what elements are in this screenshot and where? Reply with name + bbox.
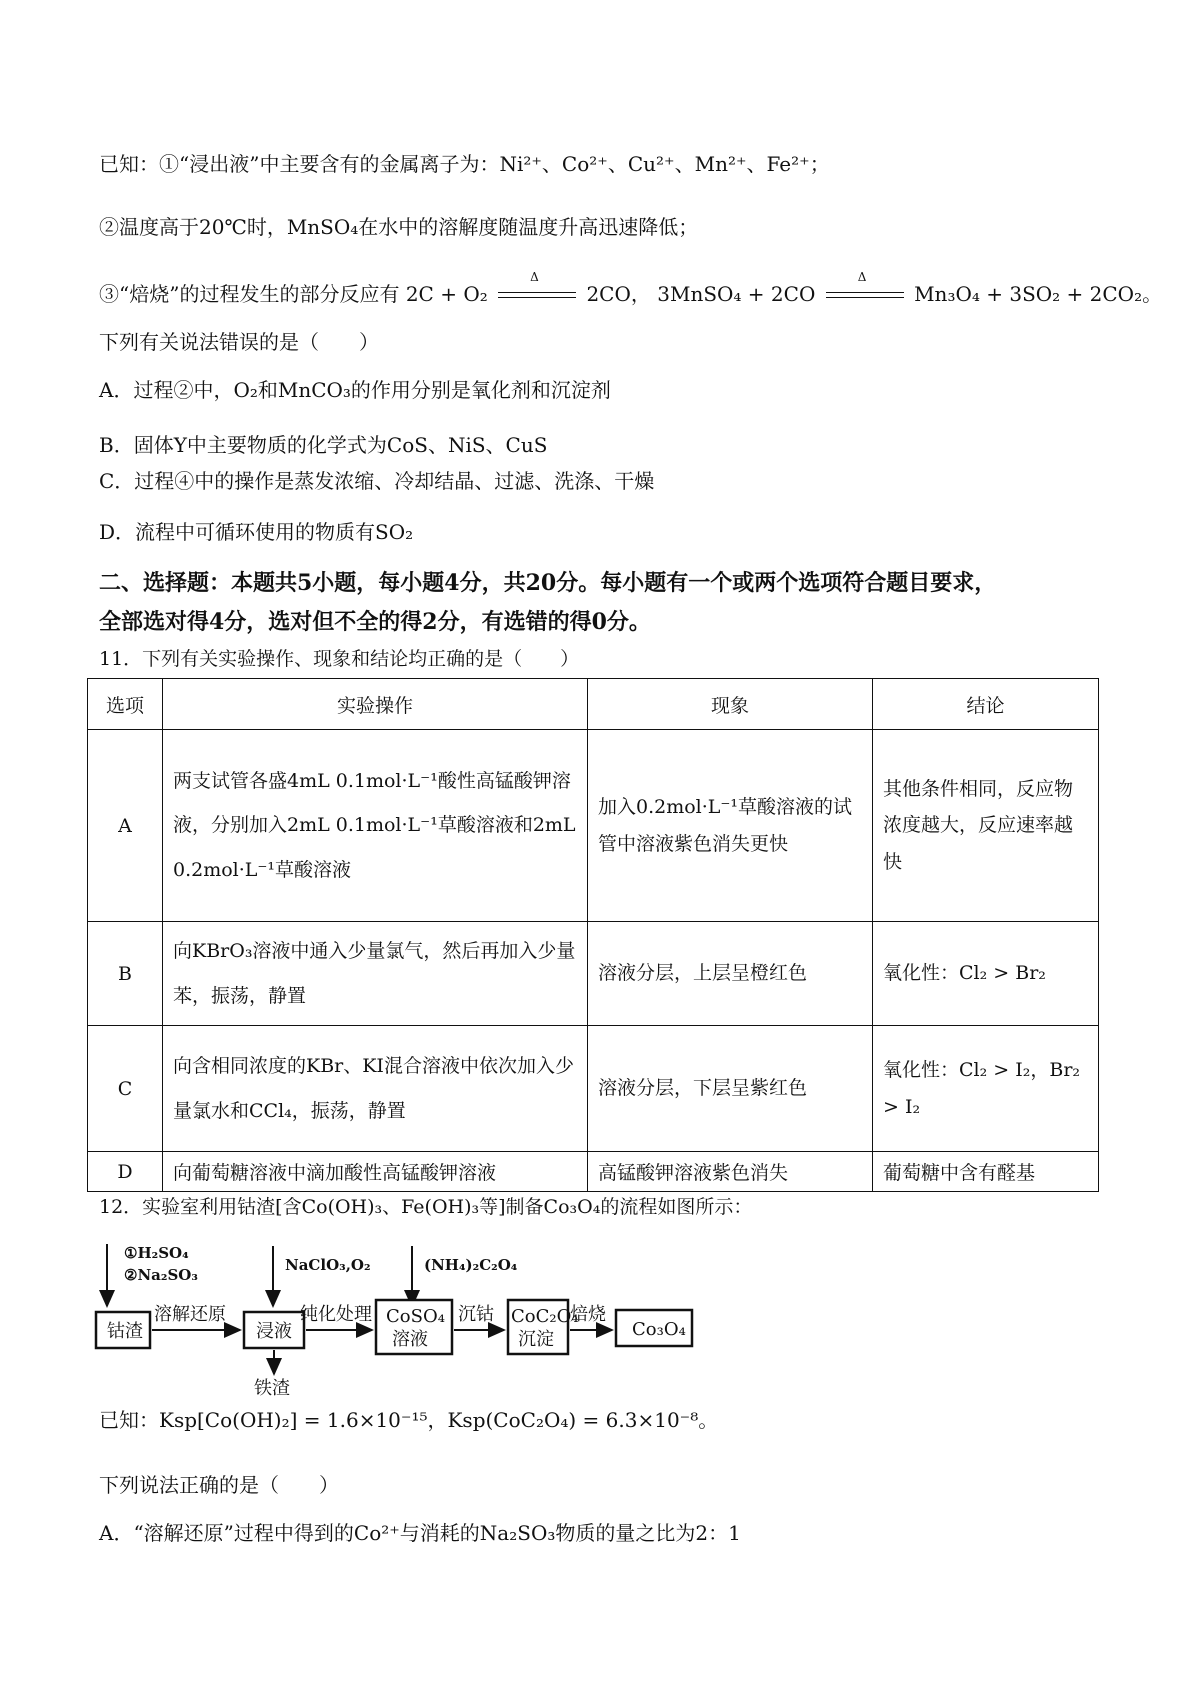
row-conclusion: 葡萄糖中含有醛基 [873,1152,1099,1192]
row-phenomenon: 溶液分层，上层呈橙红色 [588,922,873,1026]
row-conclusion: 其他条件相同，反应物浓度越大，反应速率越快 [873,730,1099,922]
row-operation: 两支试管各盛4mL 0.1mol·L⁻¹酸性高锰酸钾溶液，分别加入2mL 0.1mol·L⁻¹草酸溶液和2mL 0.2mol·L⁻¹草酸溶液 [163,730,588,922]
step-purification: 纯化处理 [300,1304,372,1325]
header-operation: 实验操作 [163,679,588,730]
section-heading-line-1: 二、选择题：本题共5小题，每小题4分，共20分。每小题有一个或两个选项符合题目要求， [99,570,997,596]
question-12-known: 已知：Ksp[Co(OH)₂] = 1.6×10⁻¹⁵，Ksp(CoC₂O₄) = 6.3×10⁻⁸。 [99,1408,719,1432]
table-row [88,730,1099,922]
question-12-stem: 12．实验室利用钴渣[含Co(OH)₃、Fe(OH)₃等]制备Co₃O₄的流程如图所示： [99,1196,753,1218]
reagent-na2so3: ②Na₂SO₃ [124,1266,198,1284]
box-cobalt-slag-label: 钴渣 [107,1321,143,1342]
box-solution-label: 溶液 [392,1329,428,1350]
reagent-naclo3-o2: NaClO₃,O₂ [285,1256,371,1274]
reaction-1-right: 2CO， [586,282,651,306]
table-header-row [88,679,1099,730]
header-conclusion: 结论 [873,679,1099,730]
box-coc2o4-label: CoC₂O₄ [511,1306,579,1327]
box-leachate-label: 浸液 [256,1321,292,1342]
question-11-stem: 11．下列有关实验操作、现象和结论均正确的是（ ） [99,648,580,670]
heating-equals-sign [822,269,908,308]
question-10-ask: 下列有关说法错误的是（ ） [99,330,379,354]
row-option: C [88,1026,163,1152]
box-co3o4-label: Co₃O₄ [632,1319,686,1340]
row-operation: 向KBrO₃溶液中通入少量氯气，然后再加入少量苯，振荡，静置 [163,922,588,1026]
known-condition-1: 已知：①“浸出液”中主要含有的金属离子为：Ni²⁺、Co²⁺、Cu²⁺、Mn²⁺、Fe²⁺； [99,152,830,176]
row-option: D [88,1152,163,1192]
section-heading-line-2: 全部选对得4分，选对但不全的得2分，有选错的得0分。 [99,609,651,635]
box-coso4-label: CoSO₄ [386,1306,445,1327]
delta-symbol: Δ [857,269,867,284]
row-option: A [88,730,163,922]
q10-option-d: D．流程中可循环使用的物质有SO₂ [99,520,414,544]
reaction-2-right: Mn₃O₄ + 3SO₂ + 2CO₂。 [914,282,1163,306]
q10-option-a: A．过程②中，O₂和MnCO₃的作用分别是氧化剂和沉淀剂 [99,378,611,402]
heating-equals-sign [494,269,580,308]
row-phenomenon: 高锰酸钾溶液紫色消失 [588,1152,873,1192]
row-option: B [88,922,163,1026]
row-phenomenon: 加入0.2mol·L⁻¹草酸溶液的试管中溶液紫色消失更快 [588,730,873,922]
box-precipitate-label: 沉淀 [518,1329,554,1350]
header-phenomenon: 现象 [588,679,873,730]
row-conclusion: 氧化性：Cl₂ > Br₂ [873,922,1099,1026]
row-phenomenon: 溶液分层，下层呈紫红色 [588,1026,873,1152]
row-conclusion: 氧化性：Cl₂ > I₂，Br₂ > I₂ [873,1026,1099,1152]
question-12-ask: 下列说法正确的是（ ） [99,1473,339,1497]
header-option: 选项 [88,679,163,730]
row-operation: 向葡萄糖溶液中滴加酸性高锰酸钾溶液 [163,1152,588,1192]
known-condition-2: ②温度高于20℃时，MnSO₄在水中的溶解度随温度升高迅速降低； [99,215,699,239]
q10-option-c: C．过程④中的操作是蒸发浓缩、冷却结晶、过滤、洗涤、干燥 [99,469,655,493]
row-operation: 向含相同浓度的KBr、KI混合溶液中依次加入少量氯水和CCl₄，振荡，静置 [163,1026,588,1152]
q12-option-a: A．“溶解还原”过程中得到的Co²⁺与消耗的Na₂SO₃物质的量之比为2：1 [99,1521,741,1545]
step-dissolve-reduce: 溶解还原 [154,1304,226,1325]
table-row [88,1026,1099,1152]
table-row [88,1152,1099,1192]
iron-residue-label: 铁渣 [254,1378,290,1398]
question-11-table [87,678,1099,1192]
step-roast: 焙烧 [570,1304,606,1325]
process-flow-diagram [94,1238,774,1398]
q10-option-b: B．固体Y中主要物质的化学式为CoS、NiS、CuS [99,433,548,457]
delta-symbol: Δ [530,269,539,284]
known-condition-3 [99,269,1163,308]
known-3-prefix: ③“焙烧”的过程发生的部分反应有 [99,282,400,306]
reagent-ammonium-oxalate: (NH₄)₂C₂O₄ [424,1256,518,1274]
reagent-h2so4: ①H₂SO₄ [124,1244,189,1262]
reaction-1-left: 2C + O₂ [405,282,488,306]
table-row [88,922,1099,1026]
reaction-2-left: 3MnSO₄ + 2CO [657,282,816,306]
step-precipitate-cobalt: 沉钴 [458,1304,494,1325]
